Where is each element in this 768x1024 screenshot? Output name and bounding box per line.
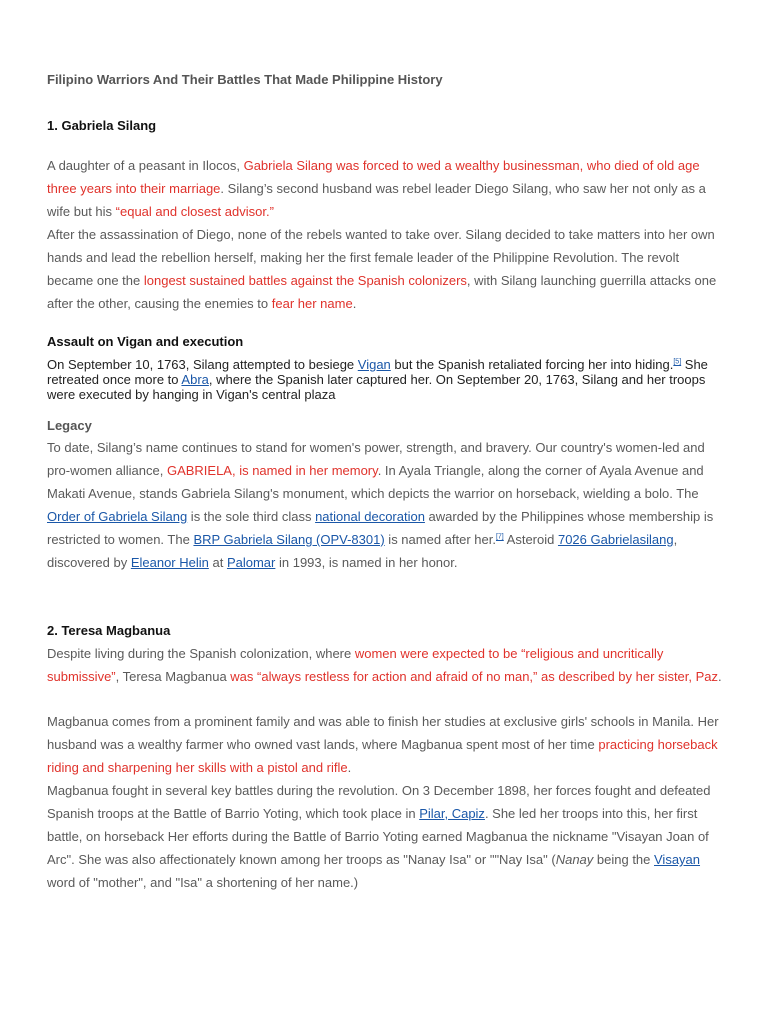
teresa-intro-paragraph bbox=[47, 642, 728, 688]
link-visayan[interactable]: Visayan bbox=[654, 852, 701, 867]
text-run: , Teresa Magbanua bbox=[115, 669, 231, 684]
text-run: being the bbox=[593, 852, 654, 867]
subheading-assault-on-vigan: Assault on Vigan and execution bbox=[47, 334, 244, 349]
citation-link[interactable]: [7] bbox=[495, 533, 504, 541]
text-run: , with Silang launching guerrilla attacks one after the other, causing the enemies to bbox=[47, 273, 717, 311]
legacy-paragraph bbox=[47, 436, 728, 574]
highlight-horseback-riding: practicing horseback riding and sharpening her skills with a pistol and rifle bbox=[47, 737, 718, 775]
section-heading-teresa-magbanua: 2. Teresa Magbanua bbox=[47, 623, 171, 638]
text-run: . bbox=[347, 760, 352, 775]
text-run: . bbox=[718, 669, 722, 684]
link-abra[interactable]: Abra bbox=[181, 372, 209, 387]
link-national-decoration[interactable]: national decoration bbox=[315, 509, 425, 524]
link-pilar-capiz[interactable]: Pilar, Capiz bbox=[419, 806, 485, 821]
text-run: is named after her. bbox=[384, 532, 496, 547]
text-run: On September 10, 1763, Silang attempted to besiege bbox=[47, 357, 358, 372]
subheading-legacy: Legacy bbox=[47, 418, 92, 433]
text-run: A daughter of a peasant in Ilocos, bbox=[47, 158, 244, 173]
text-run: awarded by the Philippines whose membership is restricted to women. The bbox=[47, 509, 714, 547]
highlight-longest-battles: longest sustained battles against the Spanish colonizers bbox=[143, 273, 467, 288]
highlight-submissive: women were expected to be “religious and uncritically submissive” bbox=[47, 646, 664, 684]
text-run: . She led her troops into this, her first battle, on horseback Her efforts during the Battle of Barrio Yoting earned Magbanua the nickname "Visayan Joan of Arc". She was also affectionately known among her troops as "Nanay Isa" or ""Nay Isa" ( bbox=[47, 806, 709, 867]
text-run: To date, Silang’s name continues to stand for women's power, strength, and bravery. Our country's women-led and pro-women alliance, bbox=[47, 440, 705, 478]
link-vigan[interactable]: Vigan bbox=[357, 357, 391, 372]
text-run: . bbox=[352, 296, 357, 311]
text-run: Magbanua comes from a prominent family and was able to finish her studies at exclusive girls' schools in Manila. Her husband was a wealthy farmer who owned vast lands, where Magbanua spent most of her time bbox=[47, 714, 719, 752]
italic-nanay: Nanay bbox=[555, 852, 594, 867]
text-run: is the sole third class bbox=[187, 509, 316, 524]
assault-paragraph bbox=[47, 357, 728, 402]
section-heading-gabriela-silang: 1. Gabriela Silang bbox=[47, 118, 157, 133]
gabriela-intro-paragraph bbox=[47, 154, 728, 223]
gabriela-revolution-paragraph bbox=[47, 223, 728, 315]
highlight-equal-advisor: “equal and closest advisor.” bbox=[115, 204, 274, 219]
text-run: in 1993, is named in her honor. bbox=[275, 555, 458, 570]
text-run: . In Ayala Triangle, along the corner of Ayala Avenue and Makati Avenue, stands Gabriela Silang's monument, which depicts the warrior on horseback, wielding a bolo. The bbox=[47, 463, 704, 501]
link-palomar[interactable]: Palomar bbox=[226, 555, 276, 570]
highlight-gabriela-alliance: GABRIELA, is named in her memory bbox=[166, 463, 378, 478]
link-asteroid-7026[interactable]: 7026 Gabrielasilang bbox=[557, 532, 674, 547]
text-run: Asteroid bbox=[503, 532, 558, 547]
link-eleanor-helin[interactable]: Eleanor Helin bbox=[130, 555, 209, 570]
text-run: , discovered by bbox=[47, 532, 678, 570]
text-run: but the Spanish retaliated forcing her into hiding. bbox=[390, 357, 674, 372]
teresa-background-paragraph bbox=[47, 710, 728, 779]
text-run: Despite living during the Spanish colonization, where bbox=[47, 646, 355, 661]
text-run: word of "mother", and "Isa" a shortening of her name.) bbox=[47, 875, 359, 890]
text-run: at bbox=[208, 555, 227, 570]
highlight-fear-her-name: fear her name bbox=[271, 296, 353, 311]
text-run: She retreated once more to bbox=[47, 357, 708, 387]
text-run: Magbanua fought in several key battles during the revolution. On 3 December 1898, her forces fought and defeated Spanish troops at the Battle of Barrio Yoting, which took place in bbox=[47, 783, 711, 821]
highlight-forced-marriage: Gabriela Silang was forced to wed a wealthy businessman, who died of old age three years into their marriage bbox=[47, 158, 700, 196]
teresa-battles-paragraph bbox=[47, 779, 728, 894]
highlight-restless-for-action: was “always restless for action and afraid of no man,” as described by her sister, Paz bbox=[230, 669, 719, 684]
citation-link[interactable]: [5] bbox=[673, 358, 682, 366]
text-run: After the assassination of Diego, none of the rebels wanted to take over. Silang decided to take matters into her own hands and lead the rebellion herself, making her the first female leader of the Philippine Revolution. The revolt became one the bbox=[47, 227, 715, 288]
document-title: Filipino Warriors And Their Battles That Made Philippine History bbox=[47, 72, 443, 87]
link-order-of-gabriela-silang[interactable]: Order of Gabriela Silang bbox=[47, 509, 188, 524]
link-brp-gabriela-silang[interactable]: BRP Gabriela Silang (OPV-8301) bbox=[193, 532, 385, 547]
text-run: . Silang’s second husband was rebel leader Diego Silang, who saw her not only as a wife but his bbox=[47, 181, 706, 219]
text-run: , where the Spanish later captured her. On September 20, 1763, Silang and her troops were executed by hanging in Vigan's central plaza bbox=[47, 372, 706, 402]
